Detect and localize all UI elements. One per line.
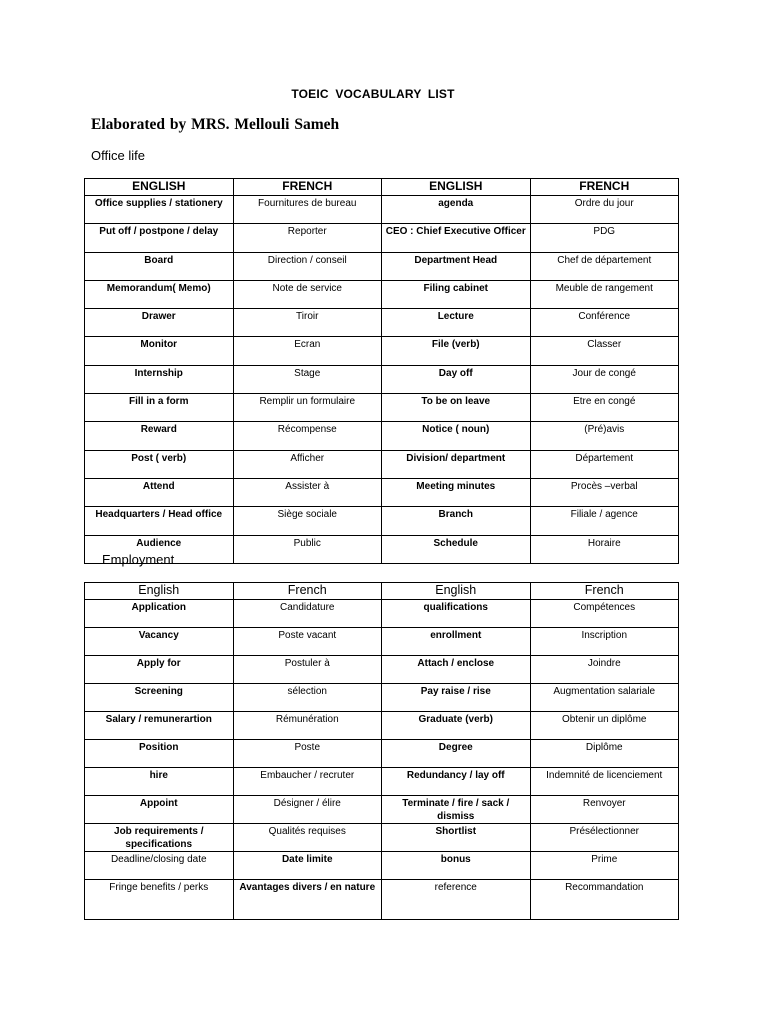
french-term: Joindre: [530, 656, 679, 684]
english-term: Monitor: [85, 337, 234, 365]
french-term: Prime: [530, 852, 679, 880]
table-row: [85, 422, 679, 450]
french-term: (Pré)avis: [530, 422, 679, 450]
french-term: Département: [530, 450, 679, 478]
table-row: [85, 880, 679, 920]
french-term: Public: [233, 535, 382, 563]
french-term: Filiale / agence: [530, 507, 679, 535]
table-row: [85, 224, 679, 252]
french-term: Afficher: [233, 450, 382, 478]
french-term: Conférence: [530, 309, 679, 337]
english-term: Department Head: [382, 252, 531, 280]
english-term: Position: [85, 740, 234, 768]
table-row: [85, 796, 679, 824]
table-row: [85, 656, 679, 684]
french-term: Siège sociale: [233, 507, 382, 535]
english-term: reference: [382, 880, 531, 920]
french-term: Tiroir: [233, 309, 382, 337]
french-term: Recommandation: [530, 880, 679, 920]
english-term: Redundancy / lay off: [382, 768, 531, 796]
table-row: [85, 252, 679, 280]
table-row: [85, 824, 679, 852]
table-row: [85, 196, 679, 224]
english-term: Put off / postpone / delay: [85, 224, 234, 252]
table-row: [85, 628, 679, 656]
english-term: Deadline/closing date: [85, 852, 234, 880]
english-term: bonus: [382, 852, 531, 880]
page-title: TOEIC VOCABULARY LIST: [291, 87, 455, 101]
column-header-french: French: [530, 583, 679, 600]
french-term: Note de service: [233, 280, 382, 308]
section-heading-office-life: Office life: [91, 148, 145, 163]
french-term: Remplir un formulaire: [233, 394, 382, 422]
english-term: Headquarters / Head office: [85, 507, 234, 535]
table-row: [85, 309, 679, 337]
column-header-english: English: [85, 583, 234, 600]
french-term: Compétences: [530, 600, 679, 628]
french-term: Embaucher / recruter: [233, 768, 382, 796]
table-row: [85, 478, 679, 506]
table-row: [85, 394, 679, 422]
english-term: Audience: [85, 535, 234, 563]
english-term: Job requirements / specifications: [85, 824, 234, 852]
english-term: Attach / enclose: [382, 656, 531, 684]
french-term: Candidature: [233, 600, 382, 628]
french-term: Obtenir un diplôme: [530, 712, 679, 740]
table-row: [85, 450, 679, 478]
french-term: Assister à: [233, 478, 382, 506]
english-term: Screening: [85, 684, 234, 712]
english-term: Appoint: [85, 796, 234, 824]
english-term: Fringe benefits / perks: [85, 880, 234, 920]
column-header-french: FRENCH: [530, 179, 679, 196]
english-term: Memorandum( Memo): [85, 280, 234, 308]
english-term: Board: [85, 252, 234, 280]
french-term: Reporter: [233, 224, 382, 252]
english-term: Notice ( noun): [382, 422, 531, 450]
english-term: Fill in a form: [85, 394, 234, 422]
french-term: Meuble de rangement: [530, 280, 679, 308]
french-term: Direction / conseil: [233, 252, 382, 280]
english-term: Office supplies / stationery: [85, 196, 234, 224]
section-heading-employment: Employment: [102, 552, 175, 567]
english-term: hire: [85, 768, 234, 796]
table-row: [85, 337, 679, 365]
english-term: Filing cabinet: [382, 280, 531, 308]
english-term: Lecture: [382, 309, 531, 337]
french-term: Récompense: [233, 422, 382, 450]
english-term: Reward: [85, 422, 234, 450]
french-term: Chef de département: [530, 252, 679, 280]
french-term: Présélectionner: [530, 824, 679, 852]
french-term: Stage: [233, 365, 382, 393]
english-term: Drawer: [85, 309, 234, 337]
english-term: CEO : Chief Executive Officer: [382, 224, 531, 252]
table-row: [85, 365, 679, 393]
french-term: Avantages divers / en nature: [233, 880, 382, 920]
table-row: [85, 740, 679, 768]
english-term: Pay raise / rise: [382, 684, 531, 712]
table-row: [85, 507, 679, 535]
english-term: Salary / remunerartion: [85, 712, 234, 740]
english-term: Branch: [382, 507, 531, 535]
french-term: Indemnité de licenciement: [530, 768, 679, 796]
english-term: Day off: [382, 365, 531, 393]
author-line: Elaborated by MRS. Mellouli Sameh: [91, 116, 340, 133]
english-term: File (verb): [382, 337, 531, 365]
english-term: Degree: [382, 740, 531, 768]
english-term: qualifications: [382, 600, 531, 628]
table-row: [85, 852, 679, 880]
table-header-row: [85, 583, 679, 600]
office-life-table: [84, 178, 679, 564]
column-header-english: ENGLISH: [382, 179, 531, 196]
french-term: Poste vacant: [233, 628, 382, 656]
english-term: Graduate (verb): [382, 712, 531, 740]
french-term: Diplôme: [530, 740, 679, 768]
employment-table: [84, 582, 679, 920]
english-term: Shortlist: [382, 824, 531, 852]
column-header-french: French: [233, 583, 382, 600]
table-row: [85, 768, 679, 796]
english-term: Attend: [85, 478, 234, 506]
english-term: Meeting minutes: [382, 478, 531, 506]
french-term: Classer: [530, 337, 679, 365]
english-term: Division/ department: [382, 450, 531, 478]
english-term: Apply for: [85, 656, 234, 684]
english-term: Application: [85, 600, 234, 628]
french-term: Rémunération: [233, 712, 382, 740]
english-term: Post ( verb): [85, 450, 234, 478]
table-header-row: [85, 179, 679, 196]
table-row: [85, 600, 679, 628]
french-term: Renvoyer: [530, 796, 679, 824]
english-term: Vacancy: [85, 628, 234, 656]
french-term: Etre en congé: [530, 394, 679, 422]
table-row: [85, 280, 679, 308]
french-term: Qualités requises: [233, 824, 382, 852]
french-term: Ecran: [233, 337, 382, 365]
english-term: Terminate / fire / sack / dismiss: [382, 796, 531, 824]
french-term: PDG: [530, 224, 679, 252]
english-term: Schedule: [382, 535, 531, 563]
french-term: Désigner / élire: [233, 796, 382, 824]
column-header-french: FRENCH: [233, 179, 382, 196]
table-row: [85, 684, 679, 712]
column-header-english: English: [382, 583, 531, 600]
french-term: Inscription: [530, 628, 679, 656]
column-header-english: ENGLISH: [85, 179, 234, 196]
french-term: Postuler à: [233, 656, 382, 684]
french-term: Date limite: [233, 852, 382, 880]
english-term: To be on leave: [382, 394, 531, 422]
english-term: Internship: [85, 365, 234, 393]
french-term: Poste: [233, 740, 382, 768]
french-term: sélection: [233, 684, 382, 712]
table-row: [85, 712, 679, 740]
french-term: Augmentation salariale: [530, 684, 679, 712]
french-term: Procès –verbal: [530, 478, 679, 506]
french-term: Fournitures de bureau: [233, 196, 382, 224]
english-term: agenda: [382, 196, 531, 224]
french-term: Horaire: [530, 535, 679, 563]
english-term: enrollment: [382, 628, 531, 656]
french-term: Ordre du jour: [530, 196, 679, 224]
french-term: Jour de congé: [530, 365, 679, 393]
